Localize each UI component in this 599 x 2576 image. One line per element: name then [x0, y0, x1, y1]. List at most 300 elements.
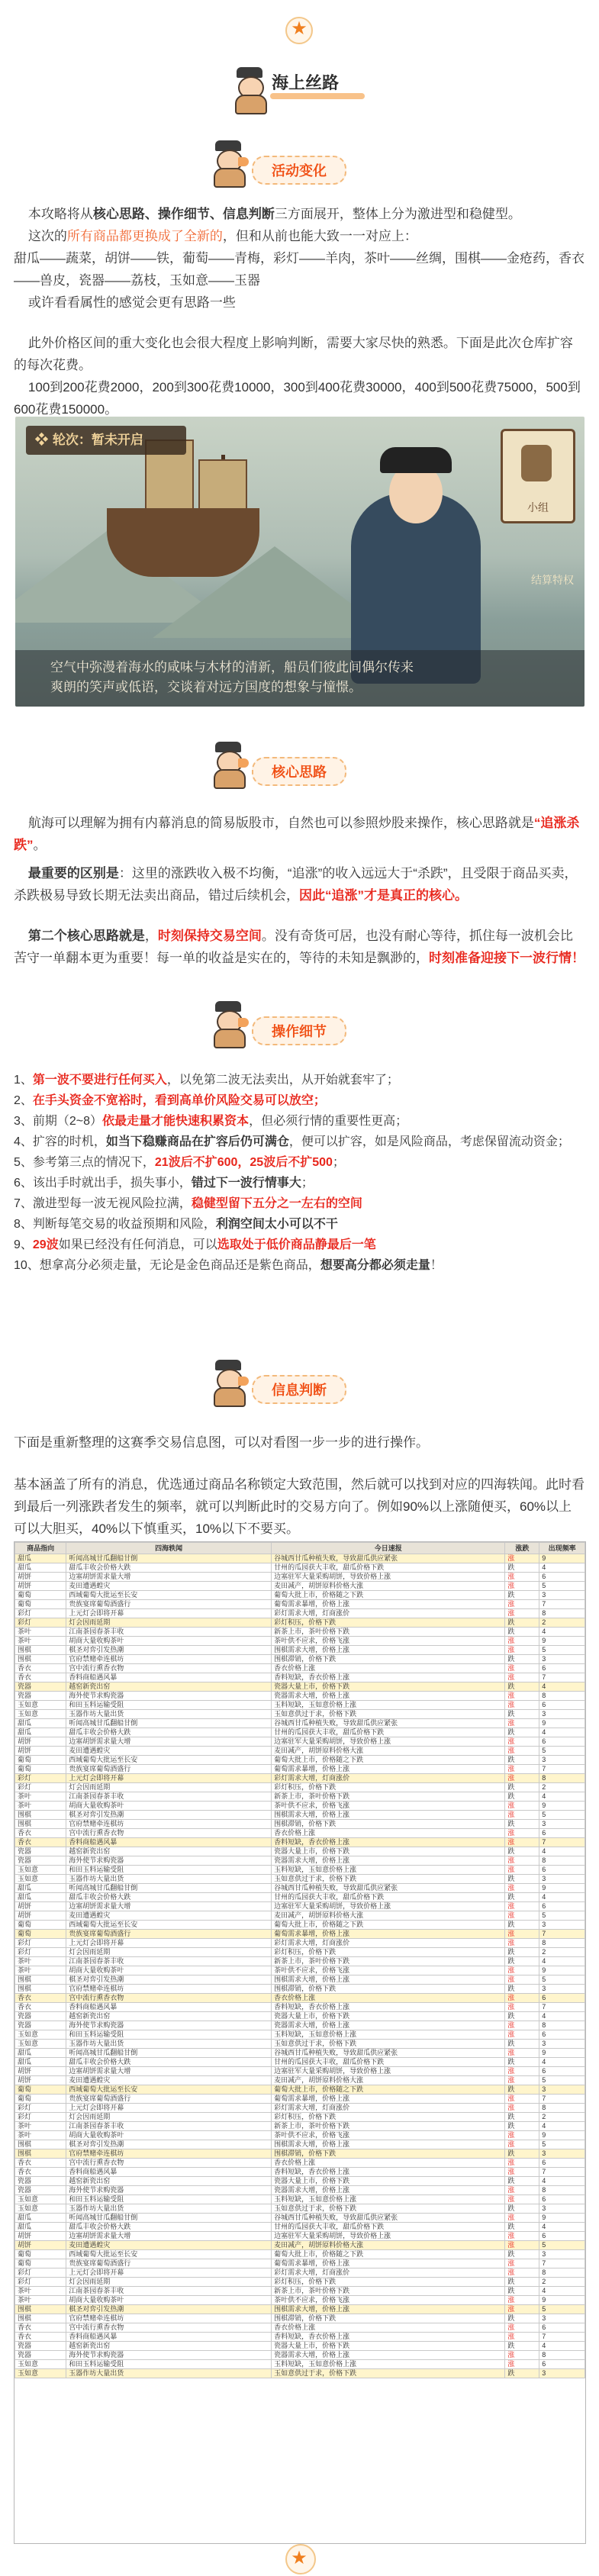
table-cell: 跌 [505, 1628, 539, 1637]
table-cell: 谷城西甘瓜种植失败，导致甜瓜供应紧张 [272, 2214, 505, 2223]
table-cell: 宫中流行熏香衣物 [66, 2323, 272, 2333]
table-cell: 胡饼 [15, 1582, 66, 1591]
table-cell: 5 [539, 2305, 585, 2314]
table-cell: 玉如意供过于求，价格下跌 [272, 1710, 505, 1719]
table-cell: 涨 [505, 1884, 539, 1893]
table-cell: 2 [539, 2113, 585, 2122]
megaphone-avatar-icon [208, 1000, 249, 1045]
table-cell: 葡萄需求暴增，价格上涨 [272, 1765, 505, 1774]
table-row [15, 2223, 585, 2232]
table-cell: 灯会因雨延期 [66, 2113, 272, 2122]
table-cell: 瓷器 [15, 2351, 66, 2360]
table-cell: 6 [539, 1994, 585, 2003]
table-cell: 跌 [505, 2287, 539, 2296]
table-cell: 葡萄需求暴增，价格上涨 [272, 1600, 505, 1609]
table-cell: 官府禁赌牵连棋坊 [66, 2149, 272, 2159]
table-cell: 麦田遭遇蝗灾 [66, 1747, 272, 1756]
section-header-activity-change [208, 139, 391, 192]
table-cell: 葡萄 [15, 1765, 66, 1774]
table-row [15, 2003, 585, 2012]
table-cell: 涨 [505, 2186, 539, 2195]
table-cell: 跌 [505, 2122, 539, 2131]
table-cell: 4 [539, 2012, 585, 2021]
table-cell: 3 [539, 1820, 585, 1829]
table-cell: 葡萄大批上市，价格随之下跌 [272, 2085, 505, 2095]
table-cell: 涨 [505, 2140, 539, 2149]
table-row [15, 1884, 585, 1893]
list-item: 3、前期（2~8）依最走量才能快速积累资本，但必须行情的重要性更高； [14, 1115, 408, 1128]
table-cell: 麦田减产，胡饼原料价格大涨 [272, 1911, 505, 1921]
table-cell: 7 [539, 2259, 585, 2268]
table-cell: 4 [539, 1728, 585, 1737]
table-cell: 葡萄 [15, 1591, 66, 1600]
table-cell: 6 [539, 1573, 585, 1582]
table-cell: 涨 [505, 2268, 539, 2278]
table-cell: 涨 [505, 1692, 539, 1701]
table-row [15, 2296, 585, 2305]
table-row [15, 2012, 585, 2021]
table-cell: 跌 [505, 2149, 539, 2159]
table-cell: 官府禁赌牵连棋坊 [66, 1820, 272, 1829]
table-cell: 边塞驻军大量采购胡饼，导致价格上涨 [272, 1902, 505, 1911]
table-cell: 茶叶 [15, 2122, 66, 2131]
table-cell: 瓷器 [15, 2177, 66, 2186]
table-cell: 玉如意 [15, 2369, 66, 2378]
table-cell: 江南茶园春茶丰收 [66, 1628, 272, 1637]
table-cell: 涨 [505, 2241, 539, 2250]
table-cell: 胡饼 [15, 1737, 66, 1747]
table-cell: 香料短缺，香衣价格上涨 [272, 2333, 505, 2342]
table-cell: 瓷器需求大增，价格上涨 [272, 1692, 505, 1701]
table-cell: 涨 [505, 1829, 539, 1838]
table-cell: 香料短缺，香衣价格上涨 [272, 1838, 505, 1847]
round-banner: ❖ 轮次：暂未开启 [26, 426, 186, 455]
table-cell: 涨 [505, 1573, 539, 1582]
table-cell: 香衣 [15, 2003, 66, 2012]
table-cell: 香衣价格上涨 [272, 1994, 505, 2003]
table-cell: 玉器作坊大量出货 [66, 1875, 272, 1884]
table-cell: 甜瓜 [15, 1719, 66, 1728]
table-cell: 跌 [505, 2369, 539, 2378]
table-cell: 8 [539, 2021, 585, 2030]
table-cell: 香衣价格上涨 [272, 2159, 505, 2168]
table-cell: 2 [539, 1783, 585, 1792]
table-cell: 4 [539, 2058, 585, 2067]
table-cell: 宫中流行熏香衣物 [66, 1664, 272, 1673]
table-cell: 官府禁赌牵连棋坊 [66, 1985, 272, 1994]
table-cell: 5 [539, 1646, 585, 1655]
table-cell: 越窑新瓷出窑 [66, 2012, 272, 2021]
table-cell: 茶叶供不应求，价格飞涨 [272, 2296, 505, 2305]
table-cell: 6 [539, 2323, 585, 2333]
table-cell: 3 [539, 1710, 585, 1719]
table-cell: 瓷器大量上市，价格下跌 [272, 1847, 505, 1856]
table-cell: 7 [539, 2168, 585, 2177]
table-cell: 瓷器 [15, 1682, 66, 1692]
table-cell: 围棋滞销，价格下跌 [272, 2149, 505, 2159]
table-row [15, 1719, 585, 1728]
table-row [15, 2195, 585, 2204]
table-cell: 涨 [505, 1802, 539, 1811]
table-cell: 玉料短缺，玉如意价格上涨 [272, 1866, 505, 1875]
table-cell: 7 [539, 1600, 585, 1609]
table-cell: 彩灯 [15, 1783, 66, 1792]
table-row [15, 2305, 585, 2314]
table-cell: 葡萄大批上市，价格随之下跌 [272, 2250, 505, 2259]
table-cell: 香衣 [15, 1838, 66, 1847]
table-row [15, 2131, 585, 2140]
table-row [15, 1692, 585, 1701]
table-cell: 葡萄大批上市，价格随之下跌 [272, 1921, 505, 1930]
table-cell: 胡商大量收购茶叶 [66, 2131, 272, 2140]
table-cell: 涨 [505, 1774, 539, 1783]
table-cell: 官府禁赌牵连棋坊 [66, 2314, 272, 2323]
table-cell: 彩灯积压，价格下跌 [272, 1618, 505, 1628]
table-cell: 6 [539, 2067, 585, 2076]
table-cell: 彩灯需求大增，灯商涨价 [272, 2268, 505, 2278]
table-cell: 海外使节求购瓷器 [66, 2021, 272, 2030]
table-cell: 涨 [505, 1673, 539, 1682]
table-row [15, 1563, 585, 1573]
table-cell: 5 [539, 1911, 585, 1921]
table-cell: 涨 [505, 1911, 539, 1921]
table-cell: 麦田遭遇蝗灾 [66, 1911, 272, 1921]
table-cell: 玉如意 [15, 1701, 66, 1710]
table-row [15, 1957, 585, 1966]
table-cell: 玉如意供过于求，价格下跌 [272, 2204, 505, 2214]
table-cell: 2 [539, 1948, 585, 1957]
table-cell: 8 [539, 1609, 585, 1618]
table-cell: 围棋 [15, 2140, 66, 2149]
table-cell: 涨 [505, 2296, 539, 2305]
table-cell: 甜瓜 [15, 1554, 66, 1563]
table-row [15, 2351, 585, 2360]
table-cell: 彩灯积压，价格下跌 [272, 1948, 505, 1957]
table-cell: 甜瓜丰收会价格大跌 [66, 2058, 272, 2067]
table-cell: 跌 [505, 1655, 539, 1664]
table-cell: 香衣 [15, 2159, 66, 2168]
table-cell: 6 [539, 2159, 585, 2168]
table-cell: 胡商大量收购茶叶 [66, 1966, 272, 1975]
table-cell: 海外使节求购瓷器 [66, 2351, 272, 2360]
table-row [15, 1664, 585, 1673]
table-cell: 彩灯 [15, 1618, 66, 1628]
table-cell: 棋圣对弈引发热潮 [66, 1811, 272, 1820]
table-cell: 甜瓜丰收会价格大跌 [66, 1893, 272, 1902]
group-badge[interactable]: 小组 [501, 429, 575, 523]
table-cell: 香料商船遇风暴 [66, 1673, 272, 1682]
table-cell: 涨 [505, 1719, 539, 1728]
table-row [15, 1792, 585, 1802]
voyage-illustration [15, 417, 585, 707]
table-cell: 彩灯需求大增，灯商涨价 [272, 2104, 505, 2113]
table-cell: 瓷器大量上市，价格下跌 [272, 2177, 505, 2186]
table-cell: 灯会因雨延期 [66, 1783, 272, 1792]
table-cell: 涨 [505, 2305, 539, 2314]
top-star-icon: ★ [279, 11, 319, 50]
table-cell: 涨 [505, 2159, 539, 2168]
table-cell: 6 [539, 2232, 585, 2241]
table-cell: 3 [539, 1655, 585, 1664]
table-cell: 灯会因雨延期 [66, 1948, 272, 1957]
table-row [15, 2278, 585, 2287]
table-cell: 涨 [505, 1966, 539, 1975]
section-title: 核心思路 [272, 765, 327, 780]
table-cell: 跌 [505, 1710, 539, 1719]
table-cell: 涨 [505, 1582, 539, 1591]
table-row [15, 1600, 585, 1609]
table-cell: 彩灯需求大增，灯商涨价 [272, 1609, 505, 1618]
table-row [15, 2040, 585, 2049]
table-cell: 甘州的瓜园获大丰收，甜瓜价格下跌 [272, 1563, 505, 1573]
table-cell: 围棋 [15, 1655, 66, 1664]
table-cell: 跌 [505, 1893, 539, 1902]
table-cell: 7 [539, 2003, 585, 2012]
list-item: 6、该出手时就出手，损失事小，错过下一波行情事大； [14, 1177, 314, 1190]
table-cell: 涨 [505, 1939, 539, 1948]
table-cell: 4 [539, 2223, 585, 2232]
table-cell: 9 [539, 2131, 585, 2140]
table-cell: 7 [539, 2333, 585, 2342]
table-row [15, 2021, 585, 2030]
table-cell: 涨 [505, 1866, 539, 1875]
table-cell: 6 [539, 1902, 585, 1911]
table-cell: 香衣 [15, 1994, 66, 2003]
table-cell: 玉料短缺，玉如意价格上涨 [272, 2195, 505, 2204]
table-cell: 香衣价格上涨 [272, 1829, 505, 1838]
megaphone-avatar-icon [208, 1358, 249, 1404]
list-item: 9、29波如果已经没有任何消息，可以选取处于低价商品静最后一笔 [14, 1238, 376, 1251]
table-cell: 玉如意供过于求，价格下跌 [272, 1875, 505, 1884]
table-cell: 香料商船遇风暴 [66, 2333, 272, 2342]
megaphone-avatar-icon [208, 139, 249, 185]
table-cell: 上元灯会即将开幕 [66, 2268, 272, 2278]
table-cell: 2 [539, 2278, 585, 2287]
operation-list [14, 1070, 585, 1276]
table-cell: 8 [539, 1774, 585, 1783]
table-cell: 6 [539, 1866, 585, 1875]
table-cell: 甜瓜丰收会价格大跌 [66, 1563, 272, 1573]
table-cell: 跌 [505, 1591, 539, 1600]
table-cell: 江南茶园春茶丰收 [66, 2287, 272, 2296]
table-cell: 涨 [505, 1975, 539, 1985]
table-cell: 3 [539, 1985, 585, 1994]
table-cell: 玉料短缺，玉如意价格上涨 [272, 2030, 505, 2040]
list-item: 7、激进型每一波无视风险拉满，稳健型留下五分之一左右的空间 [14, 1197, 362, 1210]
table-cell: 葡萄 [15, 1756, 66, 1765]
table-cell: 9 [539, 1719, 585, 1728]
table-cell: 上元灯会即将开幕 [66, 1939, 272, 1948]
table-row [15, 1866, 585, 1875]
table-row [15, 1646, 585, 1655]
settlement-privilege-tag[interactable]: 结算特权 [531, 575, 574, 587]
table-cell: 围棋需求大增，价格上涨 [272, 1811, 505, 1820]
table-cell: 3 [539, 2204, 585, 2214]
table-cell: 越窑新瓷出窑 [66, 2342, 272, 2351]
table-cell: 灯会因雨延期 [66, 2278, 272, 2287]
table-cell: 茶叶供不应求，价格飞涨 [272, 1637, 505, 1646]
table-row [15, 1747, 585, 1756]
table-cell: 玉如意供过于求，价格下跌 [272, 2040, 505, 2049]
table-cell: 涨 [505, 2168, 539, 2177]
table-row [15, 1701, 585, 1710]
table-cell: 彩灯 [15, 1939, 66, 1948]
table-cell: 涨 [505, 1637, 539, 1646]
table-cell: 4 [539, 2177, 585, 2186]
table-cell: 甘州的瓜园获大丰收，甜瓜价格下跌 [272, 2223, 505, 2232]
table-cell: 围棋滞销，价格下跌 [272, 1655, 505, 1664]
table-cell: 越窑新瓷出窑 [66, 1847, 272, 1856]
table-cell: 西域葡萄大批运至长安 [66, 2250, 272, 2259]
table-cell: 5 [539, 2076, 585, 2085]
table-cell: 彩灯积压，价格下跌 [272, 1783, 505, 1792]
table-cell: 围棋滞销，价格下跌 [272, 2314, 505, 2323]
table-row [15, 2168, 585, 2177]
table-cell: 西域葡萄大批运至长安 [66, 1756, 272, 1765]
table-cell: 边塞驻军大量采购胡饼，导致价格上涨 [272, 1573, 505, 1582]
table-row [15, 1728, 585, 1737]
section-title: 操作细节 [272, 1024, 327, 1039]
table-cell: 3 [539, 1875, 585, 1884]
table-cell: 胡饼 [15, 1747, 66, 1756]
table-cell: 跌 [505, 2314, 539, 2323]
table-cell: 瓷器 [15, 2186, 66, 2195]
table-row [15, 1756, 585, 1765]
table-row [15, 1609, 585, 1618]
table-cell: 3 [539, 2250, 585, 2259]
table-row [15, 2030, 585, 2040]
table-row [15, 1618, 585, 1628]
page-title: 海上丝路 [272, 74, 340, 93]
table-cell: 瓷器 [15, 2021, 66, 2030]
table-cell: 香衣 [15, 1673, 66, 1682]
table-cell: 香衣 [15, 2168, 66, 2177]
table-cell: 围棋 [15, 2149, 66, 2159]
table-cell: 跌 [505, 1756, 539, 1765]
table-cell: 麦田减产，胡饼原料价格大涨 [272, 2241, 505, 2250]
table-row [15, 1573, 585, 1582]
table-cell: 麦田遭遇蝗灾 [66, 1582, 272, 1591]
table-row [15, 1655, 585, 1664]
column-header: 商品指向 [15, 1543, 66, 1554]
table-cell: 甜瓜 [15, 2223, 66, 2232]
table-cell: 甘州的瓜园获大丰收，甜瓜价格下跌 [272, 2058, 505, 2067]
table-cell: 葡萄 [15, 1921, 66, 1930]
section-header-operation-detail [208, 1000, 391, 1053]
table-row [15, 2140, 585, 2149]
table-row [15, 1975, 585, 1985]
table-cell: 8 [539, 1856, 585, 1866]
table-cell: 涨 [505, 1747, 539, 1756]
column-header: 出现频率 [539, 1543, 585, 1554]
table-cell: 贵族宴席葡萄酒盛行 [66, 1930, 272, 1939]
table-cell: 跌 [505, 1948, 539, 1957]
table-cell: 玉如意供过于求，价格下跌 [272, 2369, 505, 2378]
page-title-bar [229, 61, 374, 102]
table-cell: 谷城西甘瓜种植失败，导致甜瓜供应紧张 [272, 1554, 505, 1563]
table-cell: 9 [539, 1802, 585, 1811]
table-cell: 涨 [505, 2067, 539, 2076]
list-item: 8、判断每笔交易的收益预期和风险，利润空间太小可以不干 [14, 1218, 338, 1231]
table-cell: 彩灯积压，价格下跌 [272, 2113, 505, 2122]
table-cell: 9 [539, 1554, 585, 1563]
table-cell: 彩灯积压，价格下跌 [272, 2278, 505, 2287]
table-cell: 4 [539, 1628, 585, 1637]
table-cell: 瓷器需求大增，价格上涨 [272, 2351, 505, 2360]
table-cell: 茶叶 [15, 1628, 66, 1637]
table-row [15, 1774, 585, 1783]
table-cell: 香衣价格上涨 [272, 1664, 505, 1673]
table-cell: 新茶上市，茶叶价格下跌 [272, 2287, 505, 2296]
table-cell: 瓷器 [15, 2342, 66, 2351]
table-cell: 跌 [505, 2250, 539, 2259]
table-cell: 4 [539, 1847, 585, 1856]
table-row [15, 2214, 585, 2223]
table-cell: 茶叶 [15, 1802, 66, 1811]
table-cell: 海外使节求购瓷器 [66, 1856, 272, 1866]
table-cell: 瓷器 [15, 1847, 66, 1856]
table-row [15, 2323, 585, 2333]
table-cell: 涨 [505, 1609, 539, 1618]
table-cell: 贵族宴席葡萄酒盛行 [66, 1765, 272, 1774]
table-cell: 5 [539, 2241, 585, 2250]
table-cell: 新茶上市，茶叶价格下跌 [272, 1628, 505, 1637]
table-cell: 跌 [505, 1875, 539, 1884]
table-cell: 5 [539, 2140, 585, 2149]
merchant-avatar-icon [229, 66, 270, 111]
column-header: 今日速报 [272, 1543, 505, 1554]
table-cell: 彩灯 [15, 2113, 66, 2122]
table-cell: 围棋滞销，价格下跌 [272, 1820, 505, 1829]
table-cell: 涨 [505, 1646, 539, 1655]
table-cell: 甜瓜丰收会价格大跌 [66, 1728, 272, 1737]
table-cell: 边塞胡饼需求量大增 [66, 2232, 272, 2241]
table-cell: 涨 [505, 1765, 539, 1774]
table-row [15, 1939, 585, 1948]
table-cell: 和田玉料运输受阻 [66, 2195, 272, 2204]
table-cell: 茶叶 [15, 1957, 66, 1966]
table-cell: 玉器作坊大量出货 [66, 2040, 272, 2049]
table-cell: 听闻高城甘瓜翻船甘倒 [66, 1554, 272, 1563]
table-cell: 香料商船遇风暴 [66, 2168, 272, 2177]
table-cell: 4 [539, 1792, 585, 1802]
table-cell: 瓷器大量上市，价格下跌 [272, 1682, 505, 1692]
table-cell: 7 [539, 1930, 585, 1939]
table-row [15, 2122, 585, 2131]
table-cell: 围棋 [15, 1820, 66, 1829]
table-cell: 香料短缺，香衣价格上涨 [272, 1673, 505, 1682]
table-row [15, 1737, 585, 1747]
table-cell: 彩灯 [15, 1774, 66, 1783]
table-row [15, 2333, 585, 2342]
table-cell: 涨 [505, 1856, 539, 1866]
table-cell: 跌 [505, 2012, 539, 2021]
table-cell: 跌 [505, 1783, 539, 1792]
table-cell: 瓷器大量上市，价格下跌 [272, 2342, 505, 2351]
table-cell: 葡萄 [15, 1930, 66, 1939]
list-item: 4、扩容的时机，如当下稳赚商品在扩容后仍可满仓，便可以扩容，如是风险商品，考虑保留流动资金； [14, 1135, 570, 1148]
table-cell: 香料短缺，香衣价格上涨 [272, 2003, 505, 2012]
table-cell: 新茶上市，茶叶价格下跌 [272, 2122, 505, 2131]
table-cell: 边塞胡饼需求量大增 [66, 1737, 272, 1747]
list-item: 2、在手头资金不宽裕时，看到高单价风险交易可以放空； [14, 1094, 326, 1107]
table-cell: 涨 [505, 2333, 539, 2342]
table-cell: 彩灯 [15, 2278, 66, 2287]
table-cell: 涨 [505, 2030, 539, 2040]
intro-text: 本攻略将从核心思路、操作细节、信息判断三方面展开，整体上分为激进型和稳健型。 这次的所有商品都更换成了全新的，但和从前也能大致一一对应上： 甜瓜——蔬菜，胡饼——铁，葡萄——青梅，彩灯——羊肉，茶叶——丝绸，围棋——金疮药，香衣——兽皮，瓷器——荔枝，玉如意——玉器 或许看看属性的感觉会更有思路一些 此外价格区间的重大变化也会很大程度上影响判断，需要大家尽快的熟悉。下面是此次仓库扩容的每次花费。 100到200花费2000，200到300花费10000，300到400花费30000，400到500花费75000，500到600花费150000。 [14, 207, 585, 417]
table-cell: 跌 [505, 1847, 539, 1856]
table-row [15, 2259, 585, 2268]
